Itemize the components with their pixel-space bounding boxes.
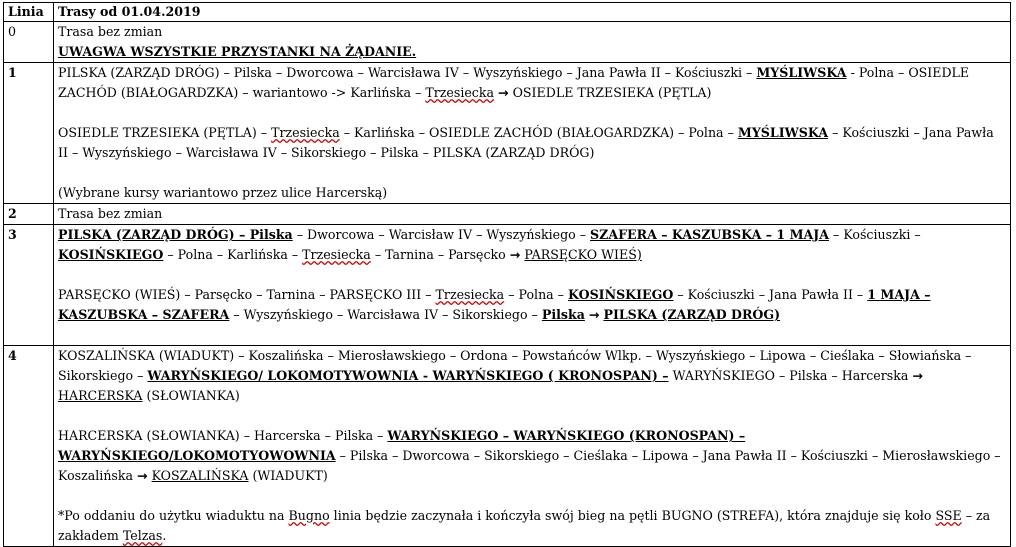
route-return: HARCERSKA (SŁOWIANKA) – Harcerska – Pilska – WARYŃSKIEGO – WARYŃSKIEGO (KRONOSPAN) – WARYŃSKIEGO/LOKOMOTYOWOWNIA – Pilska – Dworcowa – Sikorskiego – Cieślaka – Lipowa – Jana Pawła II – Kościuszki – Mierosławskiego – Koszalińska → KOSZALIŃSKA (WIADUKT) (58, 428, 1001, 483)
route-cell (54, 204, 1011, 225)
routes-table (3, 2, 1011, 547)
table-row (4, 225, 1011, 346)
arrow-right-icon: → (509, 247, 521, 262)
arrow-right-icon: → (498, 85, 509, 100)
table-row (4, 22, 1011, 63)
header-line: Linia (4, 3, 54, 22)
arrow-right-icon: → (137, 468, 148, 483)
arrow-right-icon: → (912, 368, 923, 383)
arrow-right-icon: → (588, 307, 600, 322)
route-cell (54, 346, 1011, 547)
route-cell (54, 22, 1011, 63)
table-row (4, 346, 1011, 547)
route-return: PARSĘCKO (WIEŚ) – Parsęcko – Tarnina – PARSĘCKO III – Trzesiecka – Polna – KOSIŃSKIEGO – Kościuszki – Jana Pawła II – 1 MAJA – KASZUBSKA – SZAFERA – Wyszyńskiego – Warcisława IV – Sikorskiego – Pilska → PILSKA (ZARZĄD DRÓG) (58, 287, 931, 322)
route-text: Trasa bez zmian (58, 206, 163, 221)
route-return: OSIEDLE TRZESIEKA (PĘTLA) – Trzesiecka – Karlińska – OSIEDLE ZACHÓD (BIAŁOGARDZKA) – Polna – MYŚLIWSKA – Kościuszki – Jana Pawła II – Wyszyńskiego – Warcisława IV – Sikorskiego – Pilska – PILSKA (ZARZĄD DRÓG) (58, 125, 994, 160)
route-outbound: PILSKA (ZARZĄD DRÓG) – Pilska – Dworcowa – Warcisława IV – Wyszyńskiego – Jana Pawła II – Kościuszki – MYŚLIWSKA - Polna – OSIEDLE ZACHÓD (BIAŁOGARDZKA) – wariantowo -> Karlińska – Trzesiecka → OSIEDLE TRZESIEKA (PĘTLA) (58, 65, 970, 100)
line-number: 1 (4, 63, 54, 204)
table-row (4, 63, 1011, 204)
route-cell (54, 225, 1011, 346)
header-routes: Trasy od 01.04.2019 (54, 3, 1011, 22)
line-number: 0 (4, 22, 54, 63)
route-footnote: *Po oddaniu do użytku wiaduktu na Bugno linia będzie zaczynała i kończyła swój bieg na pętli BUGNO (STREFA), która znajduje się koło SSE – za zakładem Telzas. (58, 508, 991, 543)
line-number: 3 (4, 225, 54, 346)
route-warning: UWAGWA WSZYSTKIE PRZYSTANKI NA ŻĄDANIE. (58, 44, 417, 59)
route-outbound: PILSKA (ZARZĄD DRÓG) – Pilska – Dworcowa – Warcisław IV – Wyszyńskiego – SZAFERA – KASZUBSKA – 1 MAJA – Kościuszki – KOSIŃSKIEGO – Polna – Karlińska – Trzesiecka – Tarnina – Parsęcko → PARSĘCKO WIEŚ) (58, 227, 921, 262)
route-note: (Wybrane kursy wariantowo przez ulice Harcerską) (58, 185, 388, 200)
route-outbound: KOSZALIŃSKA (WIADUKT) – Koszalińska – Mierosławskiego – Ordona – Powstańców Wlkp. – Wyszyńskiego – Lipowa – Cieślaka – Słowiańska – Sikorskiego – WARYŃSKIEGO/ LOKOMOTYWOWNIA - WARYŃSKIEGO ( KRONOSPAN) – WARYŃSKIEGO – Pilska – Harcerska → HARCERSKA (SŁOWIANKA) (58, 348, 972, 403)
line-number: 4 (4, 346, 54, 547)
route-cell (54, 63, 1011, 204)
line-number: 2 (4, 204, 54, 225)
route-text: Trasa bez zmian (58, 24, 163, 39)
table-row (4, 204, 1011, 225)
header-row (4, 3, 1011, 22)
